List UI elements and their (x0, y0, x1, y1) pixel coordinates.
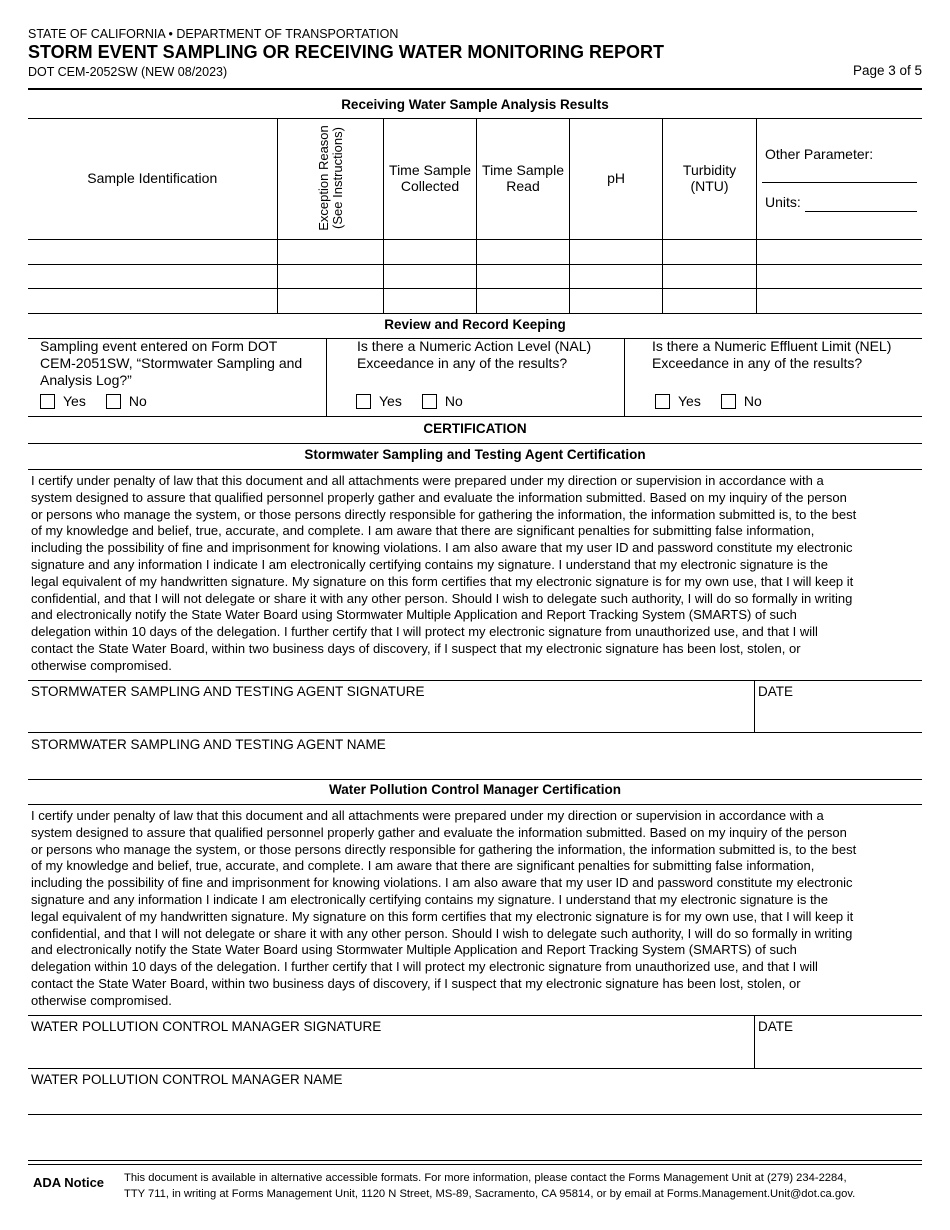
table-row (28, 239, 922, 264)
table-row (28, 264, 922, 288)
rule (28, 416, 922, 417)
manager-date-field[interactable] (756, 1035, 920, 1065)
manager-date-label: DATE (758, 1019, 794, 1034)
cell-input[interactable] (757, 239, 922, 264)
divider (754, 1015, 755, 1068)
divider (754, 680, 755, 732)
log-entry-yes-checkbox[interactable] (40, 394, 55, 409)
question-nel: Is there a Numeric Effluent Limit (NEL) Exceedance in any of the results? (652, 338, 892, 371)
manager-signature-field[interactable] (28, 1035, 752, 1065)
cell-input[interactable] (384, 264, 477, 288)
footer-rule (28, 1164, 922, 1165)
rule (28, 1114, 922, 1115)
agent-name-label: STORMWATER SAMPLING AND TESTING AGENT NAME (31, 737, 386, 752)
nal-yes-checkbox[interactable] (356, 394, 371, 409)
manager-certification-title: Water Pollution Control Manager Certification (328, 782, 621, 797)
cell-input[interactable] (277, 288, 384, 313)
units-label: Units: (765, 194, 801, 210)
nal-no-checkbox[interactable] (422, 394, 437, 409)
cell-input[interactable] (757, 288, 922, 313)
certification-title: CERTIFICATION (423, 421, 527, 436)
results-table (28, 118, 922, 314)
rule (28, 804, 922, 805)
results-section-title: Receiving Water Sample Analysis Results (341, 97, 609, 112)
footer-rule (28, 1160, 922, 1161)
table-row (28, 288, 922, 313)
cell-input[interactable] (757, 264, 922, 288)
divider (326, 338, 327, 416)
header-rule (28, 88, 922, 90)
nel-no-checkbox[interactable] (721, 394, 736, 409)
agent-date-field[interactable] (756, 700, 920, 730)
log-entry-options: Yes No (40, 393, 147, 409)
cell-input[interactable] (477, 264, 570, 288)
units-input[interactable] (805, 211, 917, 212)
cell-input[interactable] (28, 239, 277, 264)
col-time-collected: Time Sample Collected (384, 118, 477, 239)
divider (624, 338, 625, 416)
cell-input[interactable] (384, 239, 477, 264)
other-parameter-label: Other Parameter: (765, 146, 874, 162)
form-title: STORM EVENT SAMPLING OR RECEIVING WATER MONITORING REPORT (28, 42, 665, 62)
agency-line: STATE OF CALIFORNIA • DEPARTMENT OF TRANSPORTATION (28, 27, 399, 41)
rule (28, 732, 922, 733)
review-section-title: Review and Record Keeping (384, 317, 566, 332)
cell-input[interactable] (477, 288, 570, 313)
agent-name-field[interactable] (28, 753, 920, 777)
agent-signature-label: STORMWATER SAMPLING AND TESTING AGENT SIGNATURE (31, 684, 425, 699)
other-parameter-input[interactable] (762, 182, 917, 183)
cell-input[interactable] (477, 239, 570, 264)
cell-input[interactable] (663, 239, 757, 264)
cell-input[interactable] (28, 288, 277, 313)
agent-certification-title: Stormwater Sampling and Testing Agent Certification (304, 447, 646, 462)
manager-name-label: WATER POLLUTION CONTROL MANAGER NAME (31, 1072, 343, 1087)
page-number: Page 3 of 5 (852, 63, 922, 78)
ada-notice-title: ADA Notice (33, 1175, 105, 1190)
log-entry-no-checkbox[interactable] (106, 394, 121, 409)
rule (28, 779, 922, 780)
agent-signature-field[interactable] (28, 700, 752, 730)
cell-input[interactable] (277, 239, 384, 264)
cell-input[interactable] (663, 264, 757, 288)
nel-yes-checkbox[interactable] (655, 394, 670, 409)
ada-notice-text: This document is available in alternative accessible formats. For more information, please contact the Forms Management Unit at (279) 234-2284, TTY 711, in writing at Forms Management Unit, 1120 N Street, MS-89, Sacramento, CA 95814, or by email at Forms.Management.Unit@dot.ca.gov. (124, 1172, 856, 1200)
nel-options: Yes No (655, 393, 762, 409)
col-exception-reason: Exception Reason (See Instructions) (277, 118, 384, 239)
col-other-parameter (757, 118, 922, 239)
manager-certification-text: I certify under penalty of law that this document and all attachments were prepared under my direction or supervision in accordance with a system designed to assure that qualified personnel properly gather and evaluate the information submitted. Based on my inquiry of the person or persons who manage the system, or those persons directly responsible for gathering the information, the information submitted is, to the best of my knowledge and belief, true, accurate, and complete. I am aware that there are significant penalties for submitting false information, including the possibility of fine and imprisonment for knowing violations. I am also aware that my user ID and password constitute my electronic signature and any information I indicate I am electronically certifying contains my signature. I understand that my electronic signature is the legal equivalent of my handwritten signature. My signature on this form certifies that my electronic signature is for my own use, that I will keep it confidential, and that I will not delegate or share it with any other person. Should I wish to delegate such authority, I will do so formally in writing and electronically notify the State Water Board using Stormwater Multiple Application and Report Tracking System (SMARTS) of such delegation within 10 days of the delegation. I further certify that I will protect my electronic signature from unauthorized use, and that I will contact the State Water Board, within two business days of discovery, if I suspect that my electronic signature has been lost, stolen, or otherwise compromised. (31, 808, 857, 1008)
form-number: DOT CEM-2052SW (NEW 08/2023) (28, 65, 228, 79)
agent-date-label: DATE (758, 684, 794, 699)
cell-input[interactable] (28, 264, 277, 288)
question-log-entry: Sampling event entered on Form DOT CEM-2051SW, “Stormwater Sampling and Analysis Log?” (40, 338, 303, 388)
agent-certification-text: I certify under penalty of law that this document and all attachments were prepared under my direction or supervision in accordance with a system designed to assure that qualified personnel properly gather and evaluate the information submitted. Based on my inquiry of the person or persons who manage the system, or those persons directly responsible for gathering the information, the information submitted is, to the best of my knowledge and belief, true, accurate, and complete. I am aware that there are significant penalties for submitting false information, including the possibility of fine and imprisonment for knowing violations. I am also aware that my user ID and password constitute my electronic signature and any information I indicate I am electronically certifying contains my signature. I understand that my electronic signature is the legal equivalent of my handwritten signature. My signature on this form certifies that my electronic signature is for my own use, that I will keep it confidential, and that I will not delegate or share it with any other person. Should I wish to delegate such authority, I will do so formally in writing and electronically notify the State Water Board using Stormwater Multiple Application and Report Tracking System (SMARTS) of such delegation within 10 days of the delegation. I further certify that I will protect my electronic signature from unauthorized use, and that I will contact the State Water Board, within two business days of discovery, if I suspect that my electronic signature has been lost, stolen, or otherwise compromised. (31, 473, 857, 673)
col-turbidity: Turbidity (NTU) (663, 118, 757, 239)
cell-input[interactable] (570, 239, 663, 264)
manager-name-field[interactable] (28, 1088, 920, 1112)
results-header-row (28, 118, 922, 239)
rule (28, 443, 922, 444)
cell-input[interactable] (277, 264, 384, 288)
cell-input[interactable] (570, 264, 663, 288)
question-nal: Is there a Numeric Action Level (NAL) Exceedance in any of the results? (357, 338, 592, 371)
manager-signature-label: WATER POLLUTION CONTROL MANAGER SIGNATURE (31, 1019, 382, 1034)
cell-input[interactable] (384, 288, 477, 313)
rule (28, 469, 922, 470)
col-sample-id: Sample Identification (28, 118, 277, 239)
rule (28, 1015, 922, 1016)
rule (28, 1068, 922, 1069)
col-ph: pH (570, 118, 663, 239)
cell-input[interactable] (570, 288, 663, 313)
cell-input[interactable] (663, 288, 757, 313)
nal-options: Yes No (356, 393, 463, 409)
col-time-read: Time Sample Read (477, 118, 570, 239)
rule (28, 680, 922, 681)
